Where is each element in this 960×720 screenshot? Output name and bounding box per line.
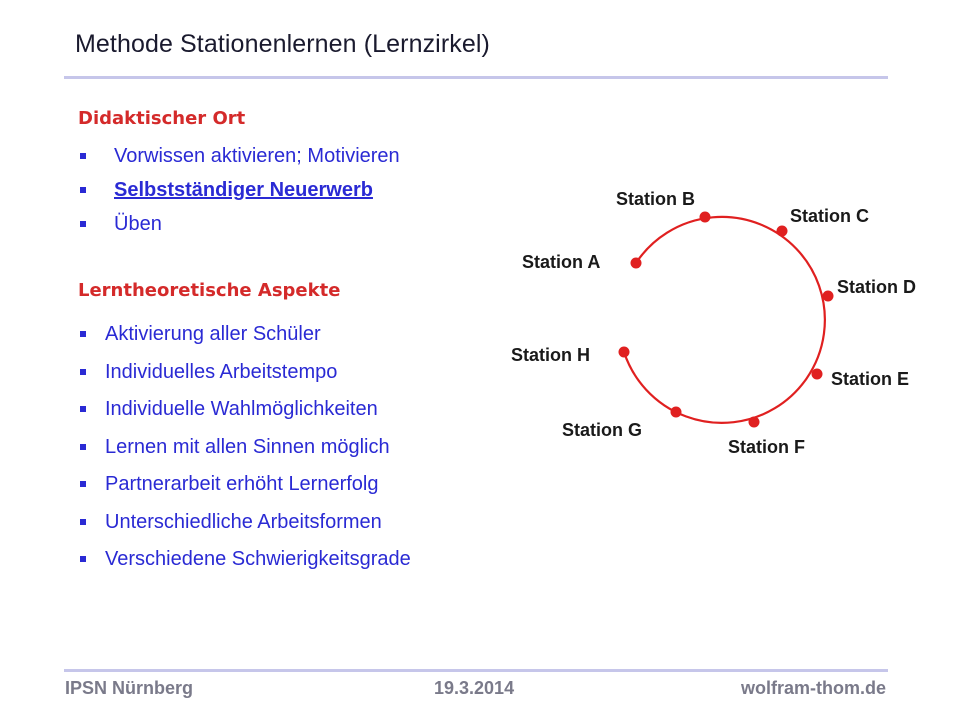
list-item: Lernen mit allen Sinnen möglich (80, 433, 411, 471)
station-f-dot (749, 417, 760, 428)
list-item: Aktivierung aller Schüler (80, 320, 411, 358)
footer-divider (64, 669, 888, 672)
section-heading-didaktischer-ort: Didaktischer Ort (78, 108, 246, 129)
list-item: Üben (80, 210, 400, 244)
station-d-dot (823, 291, 834, 302)
list-item: Verschiedene Schwierigkeitsgrade (80, 545, 411, 583)
list-item: Individuelles Arbeitstempo (80, 358, 411, 396)
list-item: Vorwissen aktivieren; Motivieren (80, 142, 400, 176)
station-h-dot (619, 347, 630, 358)
list-item: Individuelle Wahlmöglichkeiten (80, 395, 411, 433)
list-item: Partnerarbeit erhöht Lernerfolg (80, 470, 411, 508)
footer-website: wolfram-thom.de (740, 678, 886, 698)
station-g-label: Station G (562, 420, 642, 440)
station-a-label: Station A (522, 252, 601, 272)
station-h-label: Station H (511, 345, 590, 365)
station-c-label: Station C (790, 206, 869, 226)
station-a-dot (631, 258, 642, 269)
list-item: Unterschiedliche Arbeitsformen (80, 508, 411, 546)
slide-title: Methode Stationenlernen (Lernzirkel) (75, 30, 490, 58)
selbststaendiger-neuerwerb-link[interactable]: Selbstständiger Neuerwerb (114, 179, 373, 201)
station-f-label: Station F (728, 437, 805, 457)
station-b-dot (700, 212, 711, 223)
station-c-dot (777, 226, 788, 237)
footer-date: 19.3.2014 (434, 678, 515, 698)
station-e-dot (812, 369, 823, 380)
footer-organization: IPSN Nürnberg (65, 678, 194, 698)
station-b-label: Station B (616, 189, 695, 209)
station-d-label: Station D (837, 277, 916, 297)
station-e-label: Station E (831, 369, 910, 389)
station-circuit-arc (624, 217, 825, 423)
station-g-dot (671, 407, 682, 418)
section-heading-lerntheoretische-aspekte: Lerntheoretische Aspekte (78, 280, 341, 301)
